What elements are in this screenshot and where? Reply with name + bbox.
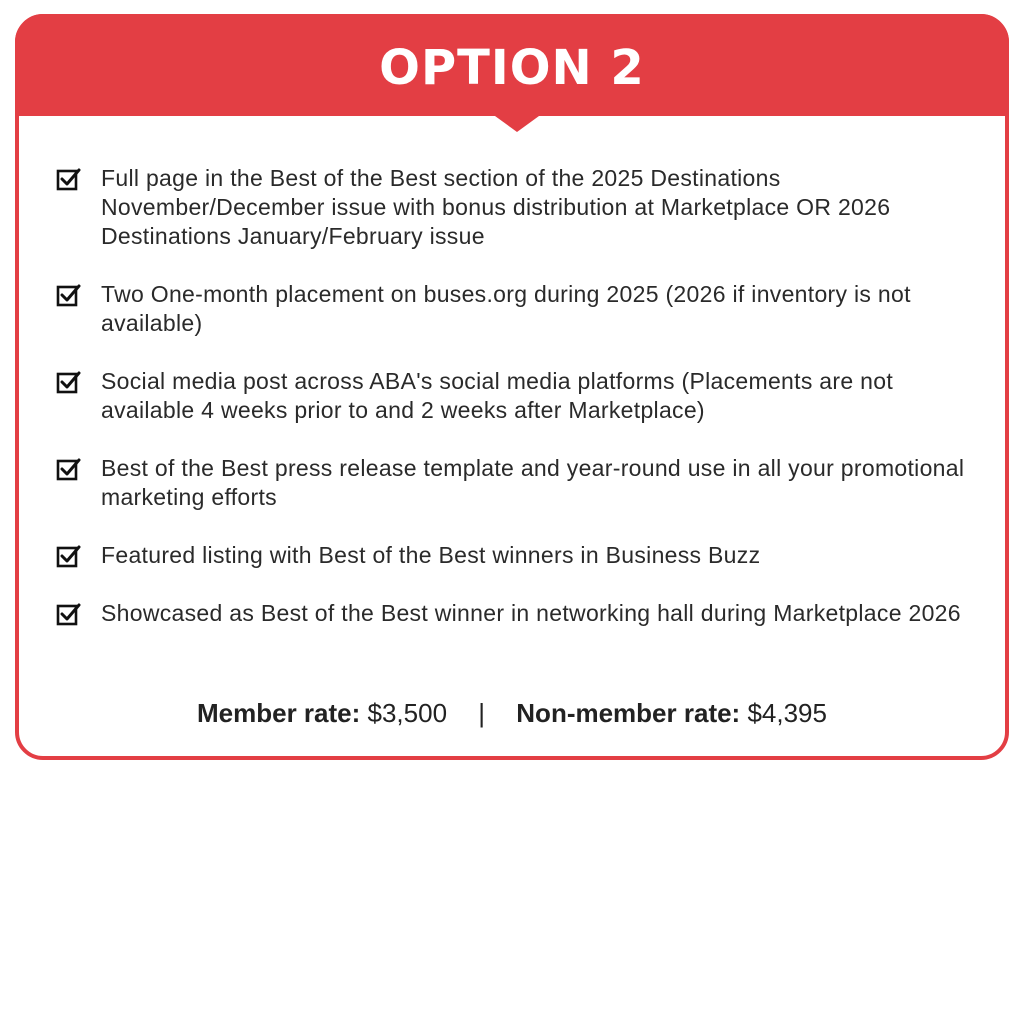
list-item [55, 367, 975, 425]
pricing-row [19, 698, 1005, 729]
list-item-text: Best of the Best press release template and year-round use in all your promotional marketing efforts [101, 455, 965, 510]
list-item [55, 164, 975, 251]
checkbox-checked-icon [55, 370, 81, 396]
member-rate-value: $3,500 [367, 698, 448, 728]
option-card [15, 14, 1009, 760]
nonmember-rate-label: Non-member rate: [516, 698, 741, 728]
checkbox-checked-icon [55, 544, 81, 570]
list-item [55, 599, 975, 628]
list-item-text: Social media post across ABA's social media platforms (Placements are not available 4 weeks prior to and 2 weeks after Marketplace) [101, 368, 894, 423]
benefit-list [55, 164, 975, 657]
checkbox-checked-icon [55, 283, 81, 309]
nonmember-rate-value: $4,395 [747, 698, 827, 728]
list-item [55, 541, 975, 570]
list-item [55, 280, 975, 338]
rate-separator: | [478, 698, 486, 728]
checkbox-checked-icon [55, 602, 81, 628]
list-item-text: Two One-month placement on buses.org during 2025 (2026 if inventory is not available) [101, 281, 911, 336]
member-rate-label: Member rate: [197, 698, 361, 728]
checkbox-checked-icon [55, 167, 81, 193]
list-item-text: Showcased as Best of the Best winner in networking hall during Marketplace 2026 [101, 600, 961, 626]
list-item [55, 454, 975, 512]
list-item-text: Full page in the Best of the Best section of the 2025 Destinations November/December issue with bonus distribution at Marketplace OR 2026 Destinations January/February issue [101, 165, 891, 249]
card-header [15, 14, 1009, 116]
checkbox-checked-icon [55, 457, 81, 483]
list-item-text: Featured listing with Best of the Best winners in Business Buzz [101, 542, 761, 568]
card-title: OPTION 2 [379, 40, 645, 96]
header-pointer [495, 116, 539, 132]
